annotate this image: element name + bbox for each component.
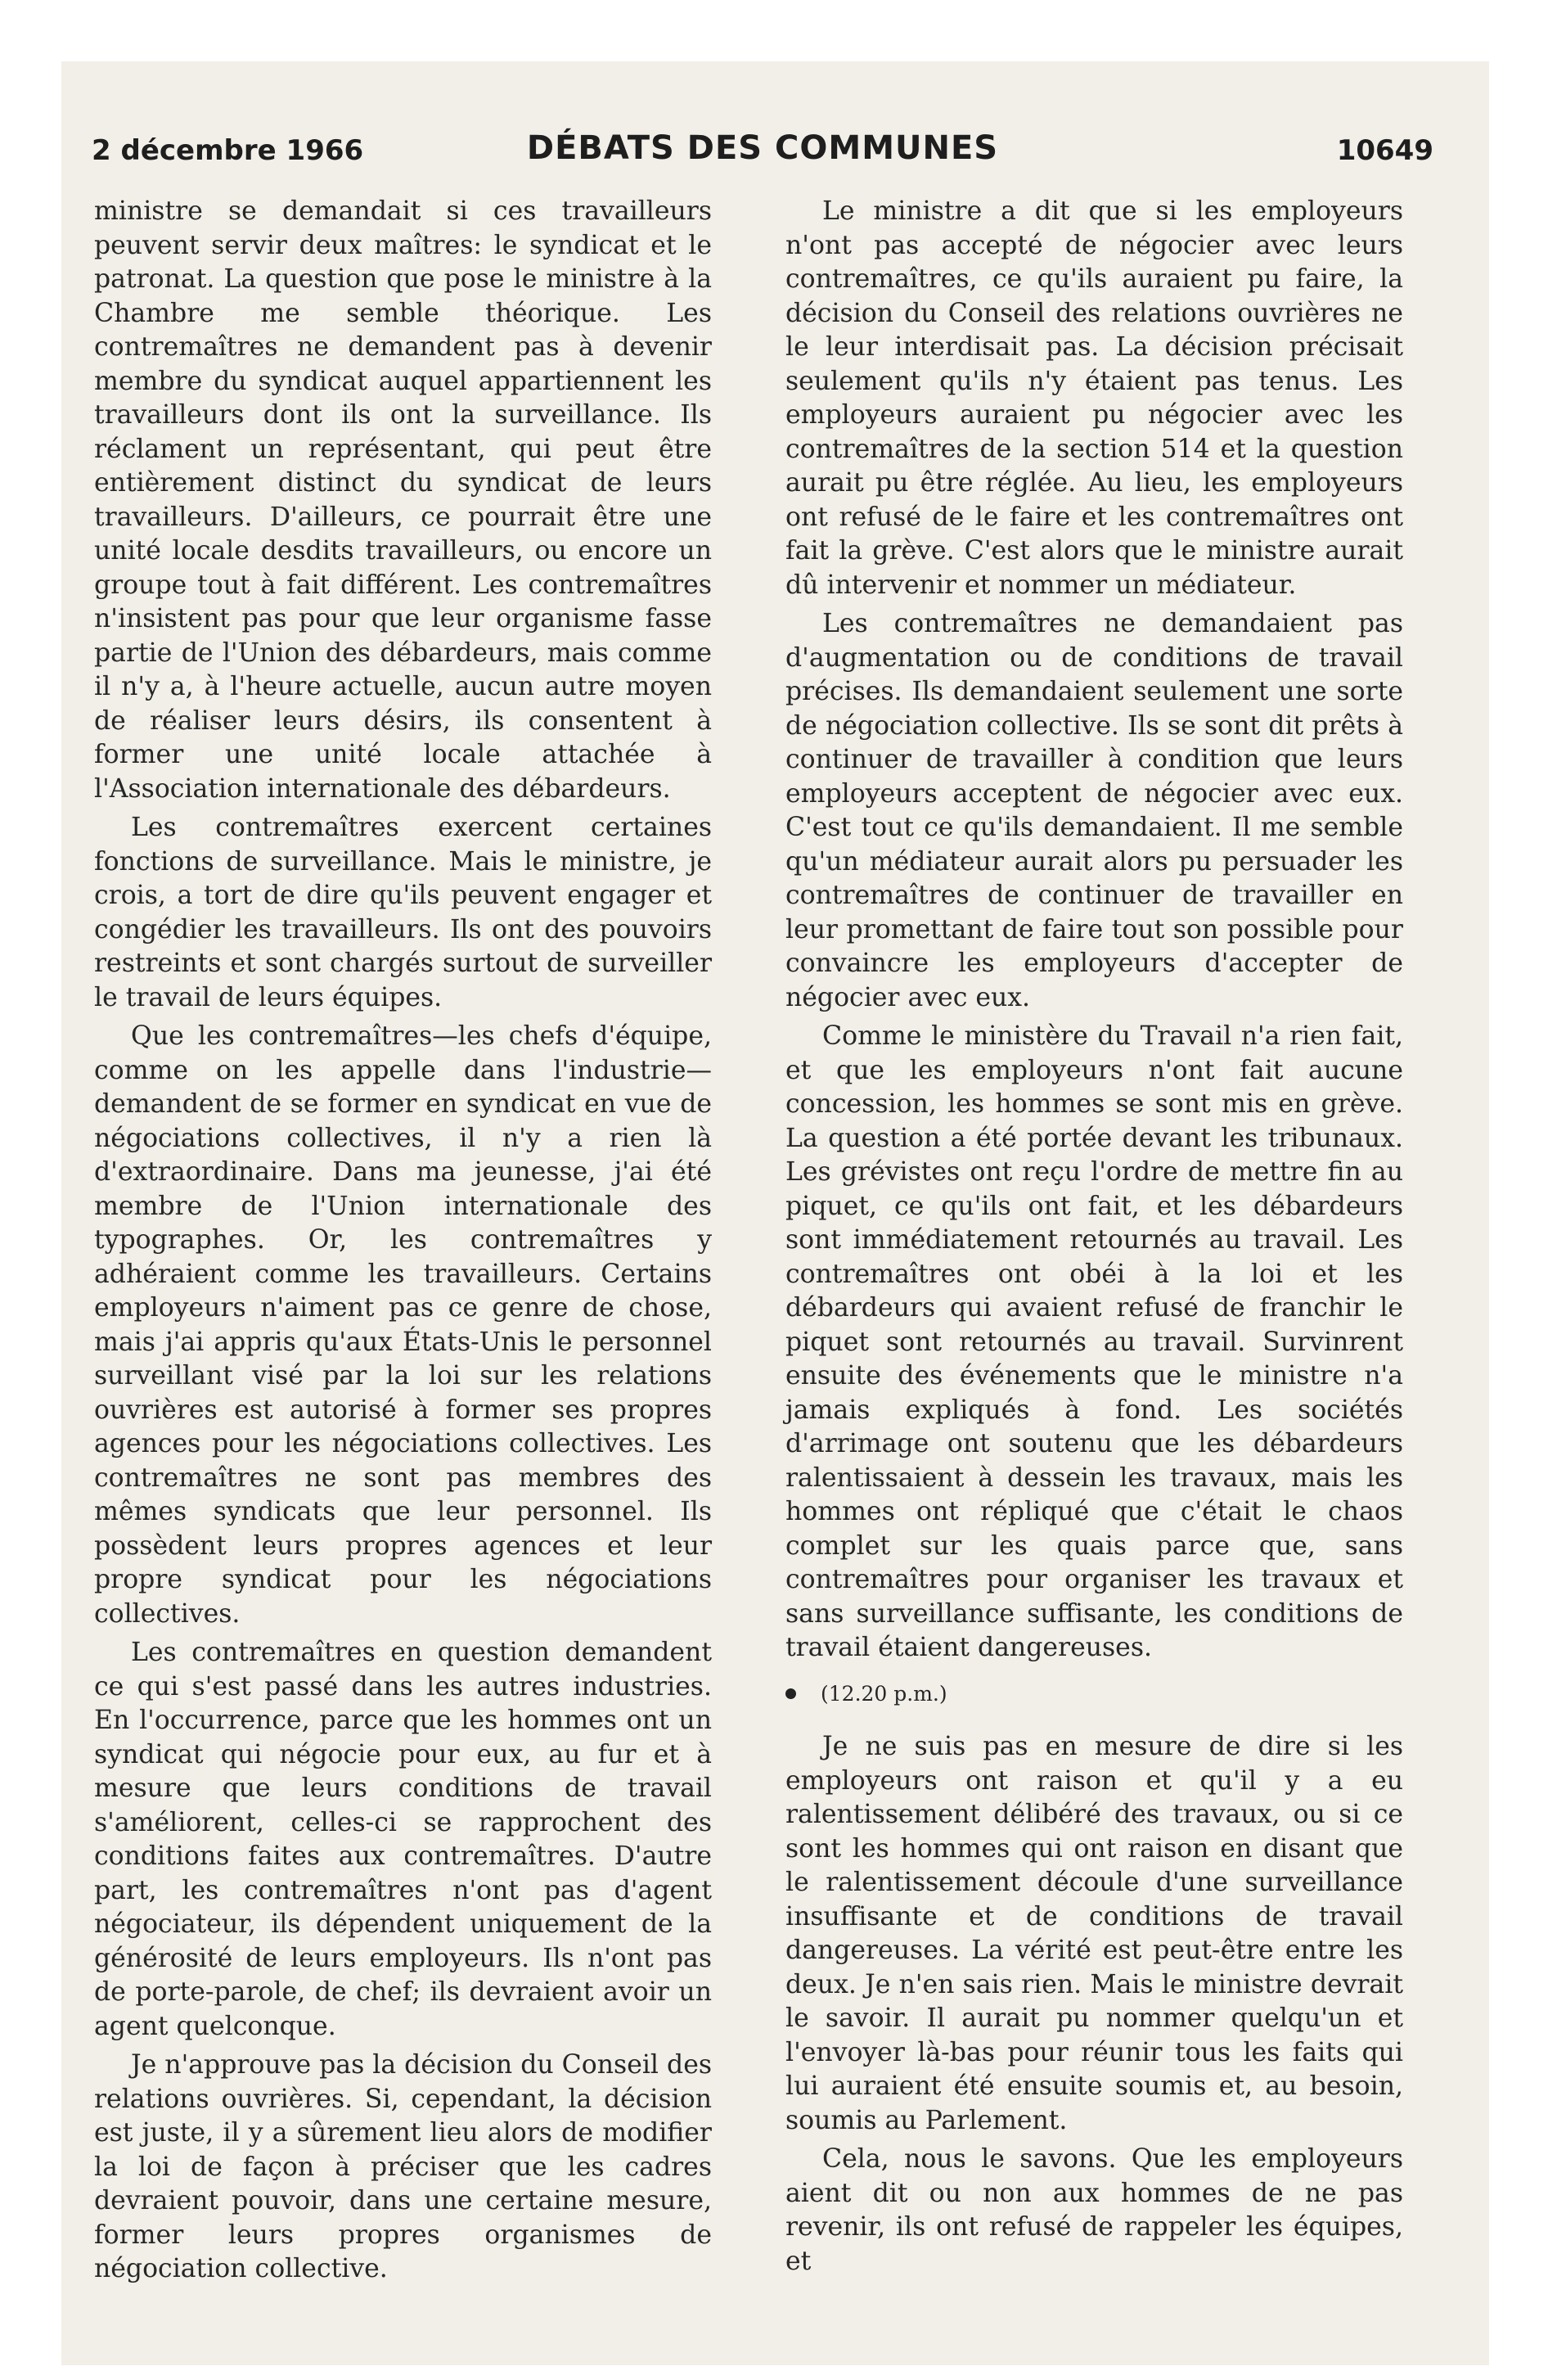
- right-column: [785, 195, 1403, 2283]
- time-stamp: [785, 1677, 1403, 1711]
- page-header: [92, 129, 1433, 170]
- header-page-number: 10649: [1336, 134, 1433, 167]
- paragraph: Le ministre a dit que si les employeurs n'ont pas accepté de négocier avec leurs contremaîtres, ce qu'ils auraient pu faire, la décision du Conseil des relations ouvrières ne le leur interdisait pas. La décision précisait seulement qu'ils n'y étaient pas tenus. Les employeurs auraient pu négocier avec les contremaîtres de la section 514 et la question aurait pu être réglée. Au lieu, les employeurs ont refusé de le faire et les contremaîtres ont fait la grève. C'est alors que le ministre aurait dû intervenir et nommer un médiateur.: [785, 196, 1403, 600]
- header-date: 2 décembre 1966: [92, 134, 364, 167]
- paragraph: Je ne suis pas en mesure de dire si les employeurs ont raison et qu'il y a eu ralentissement délibéré des travaux, ou si ce sont les hommes qui ont raison en disant que le ralentissement découle d'une surveillance insuffisante et de conditions de travail dangereuses. La vérité est peut-être entre les deux. Je n'en sais rien. Mais le ministre devrait le savoir. Il aurait pu nommer quelqu'un et l'envoyer là-bas pour réunir tous les faits qui lui auraient été ensuite soumis et, au besoin, soumis au Parlement.: [785, 1732, 1403, 2135]
- bullet-icon: [785, 1688, 796, 1699]
- header-title: DÉBATS DES COMMUNES: [526, 129, 999, 167]
- left-column: [94, 195, 712, 2292]
- paragraph: Je n'approuve pas la décision du Conseil des relations ouvrières. Si, cependant, la décision est juste, il y a sûrement lieu alors de modifier la loi de façon à préciser que les cadres devraient pouvoir, dans une certaine mesure, former leurs propres organismes de négociation collective.: [94, 2050, 712, 2283]
- paragraph: Cela, nous le savons. Que les employeurs aient dit ou non aux hommes de ne pas revenir, ils ont refusé de rappeler les équipes, et: [785, 2144, 1403, 2276]
- paragraph: Que les contremaîtres—les chefs d'équipe, comme on les appelle dans l'industrie—demandent de se former en syndicat en vue de négociations collectives, il n'y a rien là d'extraordinaire. Dans ma jeunesse, j'ai été membre de l'Union internationale des typographes. Or, les contremaîtres y adhéraient comme les travailleurs. Certains employeurs n'aiment pas ce genre de chose, mais j'ai appris qu'aux États-Unis le personnel surveillant visé par la loi sur les relations ouvrières est autorisé à former ses propres agences pour les négociations collectives. Les contremaîtres ne sont pas membres des mêmes syndicats que leur personnel. Ils possèdent leurs propres agences et leur propre syndicat pour les négociations collectives.: [94, 1021, 712, 1629]
- paragraph: Comme le ministère du Travail n'a rien fait, et que les employeurs n'ont fait aucune concession, les hommes se sont mis en grève. La question a été portée devant les tribunaux. Les grévistes ont reçu l'ordre de mettre fin au piquet, ce qu'ils ont fait, et les débardeurs sont immédiatement retournés au travail. Les contremaîtres ont obéi à la loi et les débardeurs qui avaient refusé de franchir le piquet sont retournés au travail. Survinrent ensuite des événements que le ministre n'a jamais expliqués à fond. Les sociétés d'arrimage ont soutenu que les débardeurs ralentissaient à dessein les travaux, mais les hommes ont répliqué que c'était le chaos complet sur les quais parce que, sans contremaîtres pour organiser les travaux et sans surveillance suffisante, les conditions de travail étaient dangereuses.: [785, 1021, 1403, 1662]
- paragraph: Les contremaîtres en question demandent ce qui s'est passé dans les autres industries. En l'occurrence, parce que les hommes ont un syndicat qui négocie pour eux, au fur et à mesure que leurs conditions de travail s'améliorent, celles-ci se rapprochent des conditions faites aux contremaîtres. D'autre part, les contremaîtres n'ont pas d'agent négociateur, ils dépendent uniquement de la générosité de leurs employeurs. Ils n'ont pas de porte-parole, de chef; ils devraient avoir un agent quelconque.: [94, 1638, 712, 2041]
- paragraph: Les contremaîtres exercent certaines fonctions de surveillance. Mais le ministre, je crois, a tort de dire qu'ils peuvent engager et congédier les travailleurs. Ils ont des pouvoirs restreints et sont chargés surtout de surveiller le travail de leurs équipes.: [94, 813, 712, 1012]
- paragraph: ministre se demandait si ces travailleurs peuvent servir deux maîtres: le syndicat et le patronat. La question que pose le ministre à la Chambre me semble théorique. Les contremaîtres ne demandent pas à devenir membre du syndicat auquel appartiennent les travailleurs dont ils ont la surveillance. Ils réclament un représentant, qui peut être entièrement distinct du syndicat de leurs travailleurs. D'ailleurs, ce pourrait être une unité locale desdits travailleurs, ou encore un groupe tout à fait différent. Les contremaîtres n'insistent pas pour que leur organisme fasse partie de l'Union des débardeurs, mais comme il n'y a, à l'heure actuelle, aucun autre moyen de réaliser leurs désirs, ils consentent à former une unité locale attachée à l'Association internationale des débardeurs.: [94, 196, 712, 804]
- paragraph: Les contremaîtres ne demandaient pas d'augmentation ou de conditions de travail précises. Ils demandaient seulement une sorte de négociation collective. Ils se sont dit prêts à continuer de travailler à condition que leurs employeurs acceptent de négocier avec eux. C'est tout ce qu'ils demandaient. Il me semble qu'un médiateur aurait alors pu persuader les contremaîtres de continuer de travailler en leur promettant de faire tout son possible pour convaincre les employeurs d'accepter de négocier avec eux.: [785, 609, 1403, 1012]
- time-stamp-text: (12.20 p.m.): [821, 1681, 947, 1706]
